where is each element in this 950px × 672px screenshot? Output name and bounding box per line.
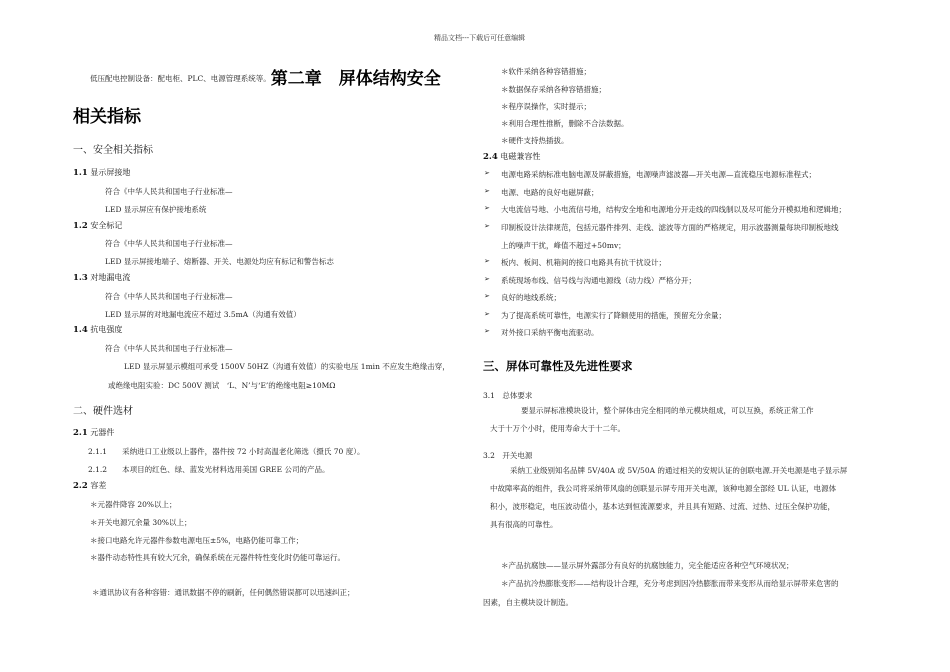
subsection-number: 2.2 <box>73 481 88 491</box>
text-line: ＊产品抗腐蚀——显示屏外露部分有良好的抗腐蚀能力，完全能适应各种空气环境状况； <box>501 561 794 570</box>
subsection-title: 电磁兼容性 <box>500 152 541 161</box>
subsection-title: 对地漏电流 <box>90 273 131 282</box>
text-line: ＊产品抗冷热膨胀变形——结构设计合理，充分考虑到因冷热膨胀而带来变形从而给显示屏带来危害的 <box>501 579 839 588</box>
chapter-title: 第二章 屏体结构安全 <box>270 69 441 89</box>
text-line: LED 显示屏的对地漏电流应不超过 3.5mA（沟通有效值） <box>105 310 301 319</box>
text-line: 上的噪声干扰，峰值不超过+50mv； <box>501 241 626 250</box>
bullet-item: ➢ 电源电路采纳标准电脑电源及屏蔽措施，电源噪声滤波器—开关电源—直流稳压电源标准程式； <box>501 169 816 180</box>
bullet-item: ➢ 良好的地线系统； <box>501 292 561 303</box>
subsection-number: 2.4 <box>483 152 498 162</box>
text-line: 2.1.2 本项目的红色、绿、蓝发光材料选用美国 GREE 公司的产品。 <box>88 465 330 474</box>
text-line: 符合《中华人民共和国电子行业标准— <box>105 187 233 196</box>
bullet-item: ➢ 对外接口采纳平衡电流驱动。 <box>501 327 599 338</box>
intro-text: 低压配电控制设备：配电柜、PLC、电源管理系统等。 <box>90 74 271 83</box>
subsection-title: 容差 <box>90 481 107 490</box>
text-line: 大于十万个小时，使用寿命大于十二年。 <box>490 424 625 433</box>
subsection-title: 安全标记 <box>90 221 123 230</box>
subsection-number: 1.4 <box>73 325 88 335</box>
text-line: 符合《中华人民共和国电子行业标准— <box>105 344 233 353</box>
bullet-item: ➢ 系统现场布线、信号线与沟通电源线（动力线）严格分开； <box>501 275 696 286</box>
text-line: 采纳工业级别知名品牌 5V/40A 或 5V/50A 的通过相关的安规认证的创联电源.开关电源是电子显示屏 <box>510 466 848 475</box>
text-line: ＊程序误操作，实时提示； <box>501 102 591 111</box>
subsection-number: 1.1 <box>73 168 88 178</box>
section-heading-reliability: 三、屏体可靠性及先进性要求 <box>483 359 633 373</box>
text-line: ＊软件采纳各种容错措施； <box>501 67 591 76</box>
text-line: ＊接口电路允许元器件参数电源电压±5%，电路仍能可靠工作； <box>90 536 304 545</box>
subsection-title: 抗电强度 <box>90 325 123 334</box>
bullet-item: ➢ 电源、电路的良好电磁屏蔽； <box>501 187 599 198</box>
subsection-2-2 <box>73 480 106 491</box>
text-line: ＊开关电源冗余量 30%以上； <box>90 518 192 527</box>
subsection-number: 1.3 <box>73 273 88 283</box>
subsection-title: 元器件 <box>90 428 115 437</box>
text-line: LED 显示屏接地端子、熔断器、开关、电源处均应有标记和警告标志 <box>105 257 334 266</box>
text-line: ＊数据保存采纳各种容错措施； <box>501 85 606 94</box>
subsection-1-2 <box>73 220 122 231</box>
text-line: 2.1.1 采纳进口工业级以上器件，器件按 72 小时高温老化筛选（摄氏 70 度）。 <box>88 447 365 456</box>
chapter-title-continued: 相关指标 <box>73 107 141 127</box>
section-heading-hardware: 二、硬件选材 <box>73 406 133 417</box>
text-line: 具有很高的可靠性。 <box>490 520 558 529</box>
subsection-1-1 <box>73 167 130 178</box>
text-line: LED 显示屏显示模组可承受 1500V 50HZ（沟通有效值）的实验电压 1min 不应发生绝缘击穿， <box>124 362 450 371</box>
subsection-1-4 <box>73 324 122 335</box>
text-line: 因素，自主模块设计制造。 <box>483 598 573 607</box>
subsection-number: 1.2 <box>73 221 88 231</box>
section-heading-safety: 一、安全相关指标 <box>73 145 153 156</box>
text-line: 中故障率高的组件，我公司将采纳带风扇的创联显示屏专用开关电源，该种电源全部经 UL 认证，电源体 <box>490 484 837 493</box>
subsection-3-2: 3.2 开关电源 <box>483 451 533 460</box>
text-line: ＊器件动态特性具有较大冗余，确保系统在元器件特性变化时仍能可靠运行。 <box>90 553 345 562</box>
subsection-3-1: 3.1 总体要求 <box>483 391 533 400</box>
subsection-2-4 <box>483 151 540 162</box>
bullet-item: ➢ 大电流信号地、小电流信号地，结构安全地和电源地分开走线的四线制以及尽可能分开模拟地和逻辑地； <box>501 204 846 215</box>
text-line: ＊通讯协议有各种容错：通讯数据不停的刷新，任何偶然错误都可以迅速纠正； <box>92 588 355 597</box>
subsection-1-3 <box>73 272 130 283</box>
text-line: 或绝缘电阻实验：DC 500V 测试 ‘L、N’与‘E’的绝缘电阻≥10MΩ <box>108 381 336 390</box>
text-line: ＊硬件支持热插拔。 <box>501 136 569 145</box>
text-line: ＊元器件降容 20%以上； <box>90 500 177 509</box>
bullet-item: ➢ 为了提高系统可靠性，电源实行了降额使用的措施，预留充分余量； <box>501 310 726 321</box>
bullet-item: ➢ 板内、板间、机箱间的接口电路具有抗干扰设计； <box>501 257 666 268</box>
text-line: 符合《中华人民共和国电子行业标准— <box>105 239 233 248</box>
text-line: 要显示屏标准模块设计，整个屏体由完全相同的单元模块组成，可以互换，系统正常工作 <box>521 406 814 415</box>
subsection-title: 显示屏接地 <box>90 168 131 177</box>
text-line: 符合《中华人民共和国电子行业标准— <box>105 292 233 301</box>
subsection-number: 2.1 <box>73 428 88 438</box>
subsection-2-1 <box>73 427 114 438</box>
text-line: 积小，波形稳定，电压波动值小，基本达到恒流源要求，并且具有短路、过流、过热、过压全保护功能， <box>490 502 835 511</box>
text-line: ＊利用合理性推断，删除不合法数据。 <box>501 119 629 128</box>
intro-line <box>90 64 441 89</box>
page-header: 精品文档---下载后可任意编辑 <box>434 34 526 42</box>
bullet-item: ➢ 印制板设计法律规范，包括元器件排列、走线、滤波等方面的严格规定，用示波器测量每块印制板地线 <box>501 222 839 233</box>
text-line: LED 显示屏应有保护接地系统 <box>105 205 207 214</box>
